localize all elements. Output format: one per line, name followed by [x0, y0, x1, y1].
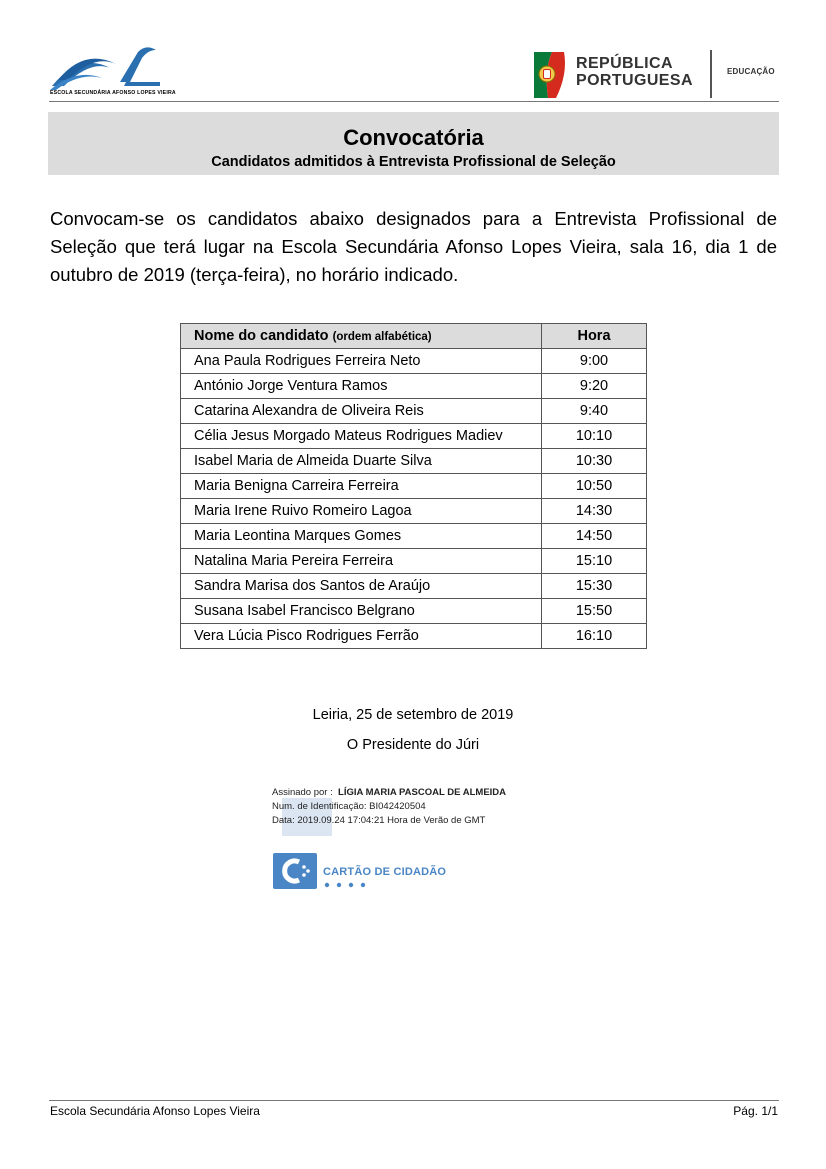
- page-subtitle: Candidatos admitidos à Entrevista Profissional de Seleção: [211, 154, 616, 170]
- table-row: [181, 349, 647, 374]
- candidate-name: António Jorge Ventura Ramos: [181, 374, 542, 399]
- header-separator: [710, 50, 712, 98]
- citizen-card-label: CARTÃO DE CIDADÃO: [323, 866, 447, 878]
- header-rule: [49, 101, 779, 102]
- title-band: [48, 112, 779, 175]
- candidate-time: 9:40: [542, 399, 647, 424]
- table-row: [181, 624, 647, 649]
- signature-signer-line: [272, 786, 512, 800]
- republic-name: [576, 55, 693, 89]
- candidate-time: 10:30: [542, 449, 647, 474]
- footer-school: Escola Secundária Afonso Lopes Vieira: [50, 1104, 260, 1118]
- table-row: [181, 574, 647, 599]
- candidate-name: Ana Paula Rodrigues Ferreira Neto: [181, 349, 542, 374]
- candidate-name: Natalina Maria Pereira Ferreira: [181, 549, 542, 574]
- citizen-card-icon: [273, 853, 319, 891]
- candidate-time: 15:10: [542, 549, 647, 574]
- footer-rule: [49, 1100, 779, 1101]
- candidate-name: Maria Benigna Carreira Ferreira: [181, 474, 542, 499]
- table-row: [181, 374, 647, 399]
- column-header-name-note: (ordem alfabética): [332, 331, 432, 343]
- school-logo: [50, 46, 176, 102]
- candidate-name: Célia Jesus Morgado Mateus Rodrigues Madiev: [181, 424, 542, 449]
- candidate-time: 15:30: [542, 574, 647, 599]
- candidate-time: 16:10: [542, 624, 647, 649]
- column-header-name-label: Nome do candidato: [194, 328, 329, 344]
- candidate-name: Catarina Alexandra de Oliveira Reis: [181, 399, 542, 424]
- candidate-name: Sandra Marisa dos Santos de Araújo: [181, 574, 542, 599]
- column-header-time: Hora: [542, 324, 647, 349]
- citizen-card-dots-icon: [323, 881, 373, 889]
- table-row: [181, 449, 647, 474]
- candidate-time: 15:50: [542, 599, 647, 624]
- president-label: O Presidente do Júri: [346, 737, 480, 753]
- school-name: ESCOLA SECUNDÁRIA AFONSO LOPES VIEIRA: [50, 90, 176, 96]
- candidate-name: Maria Leontina Marques Gomes: [181, 524, 542, 549]
- signer-name: LÍGIA MARIA PASCOAL DE ALMEIDA: [338, 787, 507, 798]
- candidate-time: 10:10: [542, 424, 647, 449]
- republic-line-2: PORTUGUESA: [576, 72, 693, 89]
- column-header-name: [181, 324, 542, 349]
- table-body: [181, 349, 647, 649]
- place-date: Leiria, 25 de setembro de 2019: [312, 707, 514, 723]
- citizen-card-logo: [273, 853, 473, 893]
- candidate-time: 9:20: [542, 374, 647, 399]
- table-header-row: [181, 324, 647, 349]
- candidate-name: Susana Isabel Francisco Belgrano: [181, 599, 542, 624]
- candidate-time: 14:50: [542, 524, 647, 549]
- candidate-name: Vera Lúcia Pisco Rodrigues Ferrão: [181, 624, 542, 649]
- candidate-name: Isabel Maria de Almeida Duarte Silva: [181, 449, 542, 474]
- candidate-time: 9:00: [542, 349, 647, 374]
- table-row: [181, 424, 647, 449]
- candidate-name: Maria Irene Ruivo Romeiro Lagoa: [181, 499, 542, 524]
- footer-page-number: Pág. 1/1: [733, 1104, 778, 1118]
- table-row: [181, 599, 647, 624]
- table-row: [181, 524, 647, 549]
- signature-id: Num. de Identificação: BI042420504: [272, 801, 426, 812]
- table-row: [181, 399, 647, 424]
- candidate-time: 10:50: [542, 474, 647, 499]
- candidate-time: 14:30: [542, 499, 647, 524]
- candidates-table: [180, 323, 647, 649]
- republic-emblem-icon: [530, 50, 568, 100]
- table-row: [181, 499, 647, 524]
- school-logo-icon: [50, 46, 162, 90]
- page-title: Convocatória: [343, 125, 484, 150]
- ministry-label: EDUCAÇÃO: [727, 67, 775, 76]
- signature-date: Data: 2019.09.24 17:04:21 Hora de Verão de GMT: [272, 815, 486, 826]
- signed-by-label: Assinado por :: [272, 787, 333, 798]
- republic-line-1: REPÚBLICA: [576, 55, 673, 72]
- digital-signature: [272, 786, 512, 828]
- intro-paragraph: Convocam-se os candidatos abaixo designados para a Entrevista Profissional de Seleção que terá lugar na Escola Secundária Afonso Lopes Vieira, sala 16, dia 1 de outubro de 2019 (terça-feira), no horário indicado.: [50, 208, 777, 285]
- table-row: [181, 474, 647, 499]
- table-row: [181, 549, 647, 574]
